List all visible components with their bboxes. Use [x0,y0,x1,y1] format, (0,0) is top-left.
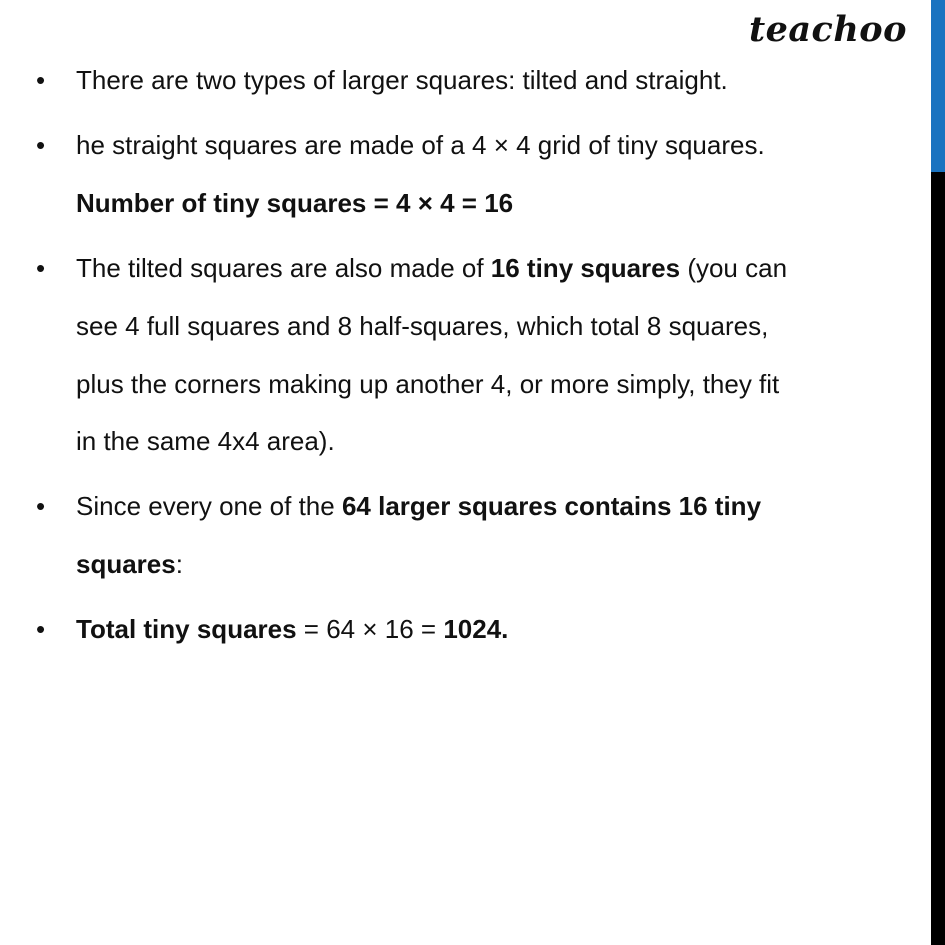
text-run: in the same 4x4 area). [76,426,335,456]
accent-bar-black [931,172,945,945]
bullet-4-line-1 [76,493,761,519]
bullet-3-line-2 [76,313,768,339]
text-run-bold: squares [76,549,176,579]
bullet-marker: • [36,65,46,95]
text-run-bold: Number of tiny squares = 4 × 4 = 16 [76,188,514,218]
bullet-marker: • [36,614,46,644]
text-run: (you can [680,253,788,283]
bullet-1-line-1 [76,67,728,93]
text-run-bold: 1024. [443,614,509,644]
bullet-3-line-1 [76,255,787,281]
bullet-marker: • [36,491,46,521]
text-run: see 4 full squares and 8 half-squares, which total 8 squares, [76,311,769,341]
bullet-2-line-1 [76,132,765,158]
text-run: plus the corners making up another 4, or more simply, they fit [76,369,780,399]
teachoo-logo: teachoo [748,9,907,50]
accent-bar-blue [931,0,945,172]
text-run: : [175,549,183,579]
bullet-3-line-4 [76,428,335,454]
text-run: he straight squares are made of a 4 × 4 grid of tiny squares. [76,130,765,160]
bullet-5-line-1 [76,616,508,642]
text-run: The tilted squares are also made of [76,253,491,283]
bullet-marker: • [36,130,46,160]
text-run: = 64 × 16 = [296,614,444,644]
text-run-bold: 16 tiny squares [490,253,681,283]
bullet-4-line-2 [76,551,183,577]
bullet-3-line-3 [76,371,779,397]
text-run: There are two types of larger squares: tilted and straight. [76,65,728,95]
text-run: Since every one of the [76,491,342,521]
bullet-2-line-2 [76,190,513,216]
text-run-bold: 64 larger squares contains 16 tiny [341,491,762,521]
bullet-marker: • [36,253,46,283]
text-run-bold: Total tiny squares [76,614,297,644]
